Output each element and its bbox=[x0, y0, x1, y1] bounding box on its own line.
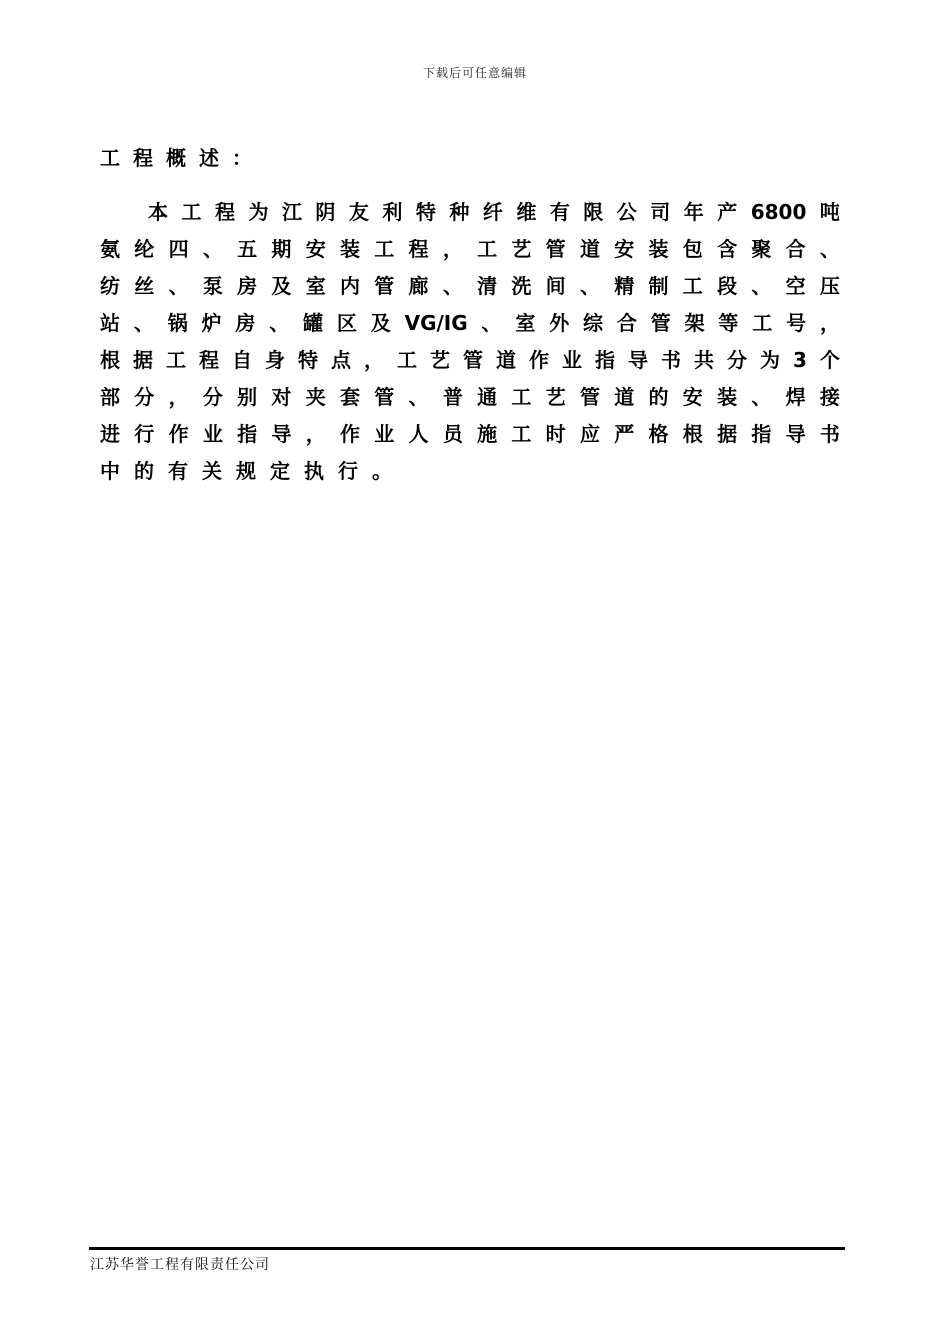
footer-company-name: 江苏华誉工程有限责任公司 bbox=[90, 1257, 270, 1273]
paragraph-line: 站 、 锅 炉 房 、 罐 区 及 VG/IG 、 室 外 综 合 管 架 等 工 号 ， bbox=[100, 311, 840, 335]
section-heading: 工程概述： bbox=[100, 146, 265, 170]
paragraph-line: 进 行 作 业 指 导 ， 作 业 人 员 施 工 时 应 严 格 根 据 指 导 书 bbox=[100, 422, 840, 446]
footer-divider bbox=[89, 1247, 845, 1250]
paragraph-line: 根 据 工 程 自 身 特 点 ， 工 艺 管 道 作 业 指 导 书 共 分 为 3 个 bbox=[100, 348, 840, 372]
overview-paragraph bbox=[100, 194, 840, 490]
paragraph-line: 部 分 ， 分 别 对 夹 套 管 、 普 通 工 艺 管 道 的 安 装 、 焊 接 bbox=[100, 385, 840, 409]
paragraph-line-last: 中的有关规定执行。 bbox=[100, 459, 406, 483]
paragraph-line: 纺 丝 、 泵 房 及 室 内 管 廊 、 清 洗 间 、 精 制 工 段 、 空 压 bbox=[100, 274, 840, 298]
paragraph-line: 本 工 程 为 江 阴 友 利 特 种 纤 维 有 限 公 司 年 产 6800 吨 bbox=[148, 200, 840, 224]
paragraph-line: 氨 纶 四 、 五 期 安 装 工 程 ， 工 艺 管 道 安 装 包 含 聚 合 、 bbox=[100, 237, 840, 261]
header-note: 下载后可任意编辑 bbox=[422, 66, 527, 80]
